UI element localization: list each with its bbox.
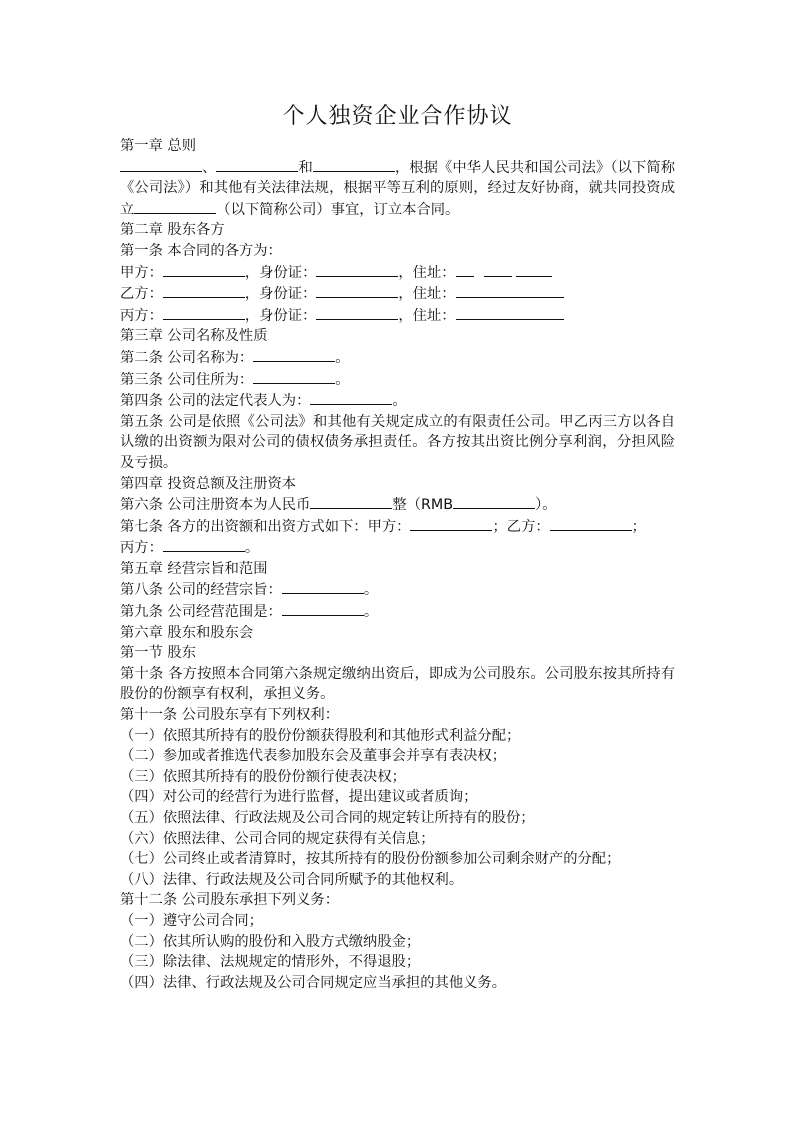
list-item: （六）依照法律、公司合同的规定获得有关信息； <box>120 830 435 847</box>
blank-name <box>163 283 245 298</box>
chapter-2-heading: 第二章 股东各方 <box>120 222 225 239</box>
rights-list <box>120 726 675 891</box>
chapter-1-heading: 第一章 总则 <box>120 138 197 154</box>
party-address-label: ，住址： <box>398 307 456 324</box>
list-item: （一）遵守公司合同； <box>120 912 263 929</box>
article-5: 第五条 公司是依照《公司法》和其他有关规定成立的有限责任公司。甲乙丙三方以各自认缴的出资额为限对公司的债权债务承担责任。各方按其出资比例分享利润，分担风险及亏损。 <box>120 413 675 471</box>
list-item: （四）法律、行政法规及公司合同规定应当承担的其他义务。 <box>120 974 507 991</box>
blank-address <box>456 305 564 320</box>
article-6 <box>120 494 675 516</box>
section-1-heading: 第一节 股东 <box>120 645 197 662</box>
blank-party-3 <box>313 157 395 172</box>
blank-business-scope <box>282 601 364 616</box>
chapter-3-heading: 第三章 公司名称及性质 <box>120 328 268 345</box>
article-3-text: 第三条 公司住所为： <box>120 371 254 388</box>
article-8 <box>120 579 675 601</box>
period: 。 <box>335 349 350 366</box>
article-2-text: 第二条 公司名称为： <box>120 349 254 366</box>
article-7-d: 丙方： <box>120 540 163 557</box>
blank-capital-rmb <box>310 494 392 509</box>
blank-company <box>134 199 216 214</box>
period: 。 <box>363 604 379 621</box>
intro-paragraph <box>120 157 675 221</box>
list-item: （二）参加或者推选代表参加股东会及董事会并享有表决权； <box>120 748 507 765</box>
article-2 <box>120 347 675 369</box>
intro-separator-1: 、 <box>202 159 217 176</box>
list-item: （五）依照法律、行政法规及公司合同的规定转让所持有的股份； <box>120 810 535 826</box>
intro-text-2: （以下简称公司）事宜，订立本合同。 <box>216 201 460 218</box>
article-1: 第一条 本合同的各方为： <box>120 242 282 259</box>
blank-address-part-1 <box>456 262 474 277</box>
list-item: （二）依其所认购的股份和入股方式缴纳股金； <box>120 933 421 950</box>
blank-name <box>163 262 245 277</box>
list-item: （三）依照其所持有的股份份额行使表决权； <box>120 768 406 785</box>
blank-address-part-3 <box>516 262 552 277</box>
blank-company-address <box>253 369 335 384</box>
article-4-text: 第四条 公司的法定代表人为： <box>120 393 311 410</box>
period: 。 <box>335 371 350 388</box>
article-7-continued <box>120 537 675 559</box>
article-8-text: 第八条 公司的经营宗旨： <box>120 582 282 599</box>
article-9 <box>120 601 675 623</box>
blank-address <box>456 283 564 298</box>
article-6-text: 第六条 公司注册资本为人民币 <box>120 497 311 514</box>
article-4 <box>120 390 675 412</box>
blank-contribution-a <box>410 516 492 531</box>
article-7-text: 第七条 各方的出资额和出资方式如下：甲方： <box>120 518 411 535</box>
blank-name <box>163 305 245 320</box>
intro-separator-2: 和 <box>298 159 313 176</box>
list-item: （八）法律、行政法规及公司合同所赋予的其他权利。 <box>120 871 464 888</box>
list-item: （四）对公司的经营行为进行监督，提出建议或者质询； <box>120 789 478 806</box>
chapter-6-heading: 第六章 股东和股东会 <box>120 624 254 641</box>
party-address-label: ，住址： <box>398 264 456 281</box>
chapter-4-heading: 第四章 投资总额及注册资本 <box>120 475 297 492</box>
blank-contribution-c <box>163 537 245 552</box>
article-3 <box>120 369 675 391</box>
intro-text-1: ，根据《中华人民共和国公司法》（以下简称《公司法》）和其他有关法律法规，根据平等互利的原则，经过友好协商，就共同投资成立 <box>120 159 676 218</box>
article-6-end: ）。 <box>535 497 557 514</box>
article-10: 第十条 各方按照本合同第六条规定缴纳出资后，即成为公司股东。公司股东按其所持有股份的份额享有权利，承担义务。 <box>120 665 675 703</box>
document-title: 个人独资企业合作协议 <box>282 104 513 129</box>
blank-company-name <box>253 347 335 362</box>
blank-id <box>316 283 398 298</box>
article-7-c: ； <box>631 518 646 535</box>
duties-list <box>120 911 675 993</box>
party-id-label: ，身份证： <box>244 286 317 303</box>
party-id-label: ，身份证： <box>244 264 317 281</box>
party-row-b <box>120 283 675 305</box>
party-id-label: ，身份证： <box>244 307 317 324</box>
list-item: （七）公司终止或者清算时，按其所持有的股份份额参加公司剩余财产的分配； <box>120 851 621 868</box>
period: 。 <box>392 393 407 410</box>
party-row-a <box>120 262 675 284</box>
party-row-c <box>120 305 675 327</box>
party-label: 丙方： <box>120 307 163 324</box>
blank-id <box>316 305 398 320</box>
contract-document <box>120 100 675 993</box>
blank-legal-rep <box>310 390 392 405</box>
list-item: （三）除法律、法规规定的情形外，不得退股； <box>120 954 421 971</box>
blank-contribution-b <box>550 516 632 531</box>
blank-party-2 <box>216 157 298 172</box>
chapter-5-heading: 第五章 经营宗旨和范围 <box>120 560 268 577</box>
party-label: 乙方： <box>120 286 163 303</box>
blank-capital-amount <box>453 494 535 509</box>
article-7 <box>120 516 675 538</box>
article-6-mid: 整（RMB <box>392 497 454 514</box>
list-item: （一）依照其所持有的股份份额获得股利和其他形式利益分配； <box>120 727 521 744</box>
blank-address-part-2 <box>484 262 512 277</box>
article-11: 第十一条 公司股东享有下列权利： <box>120 707 339 724</box>
blank-party-1 <box>120 157 202 172</box>
article-7-end: 。 <box>244 540 260 557</box>
article-9-text: 第九条 公司经营范围是： <box>120 604 282 621</box>
blank-id <box>316 262 398 277</box>
party-address-label: ，住址： <box>398 286 456 303</box>
party-label: 甲方： <box>120 264 163 281</box>
period: 。 <box>363 582 379 599</box>
article-7-b: ；乙方： <box>492 518 550 535</box>
article-12: 第十二条 公司股东承担下列义务： <box>120 892 339 909</box>
blank-business-purpose <box>282 579 364 594</box>
